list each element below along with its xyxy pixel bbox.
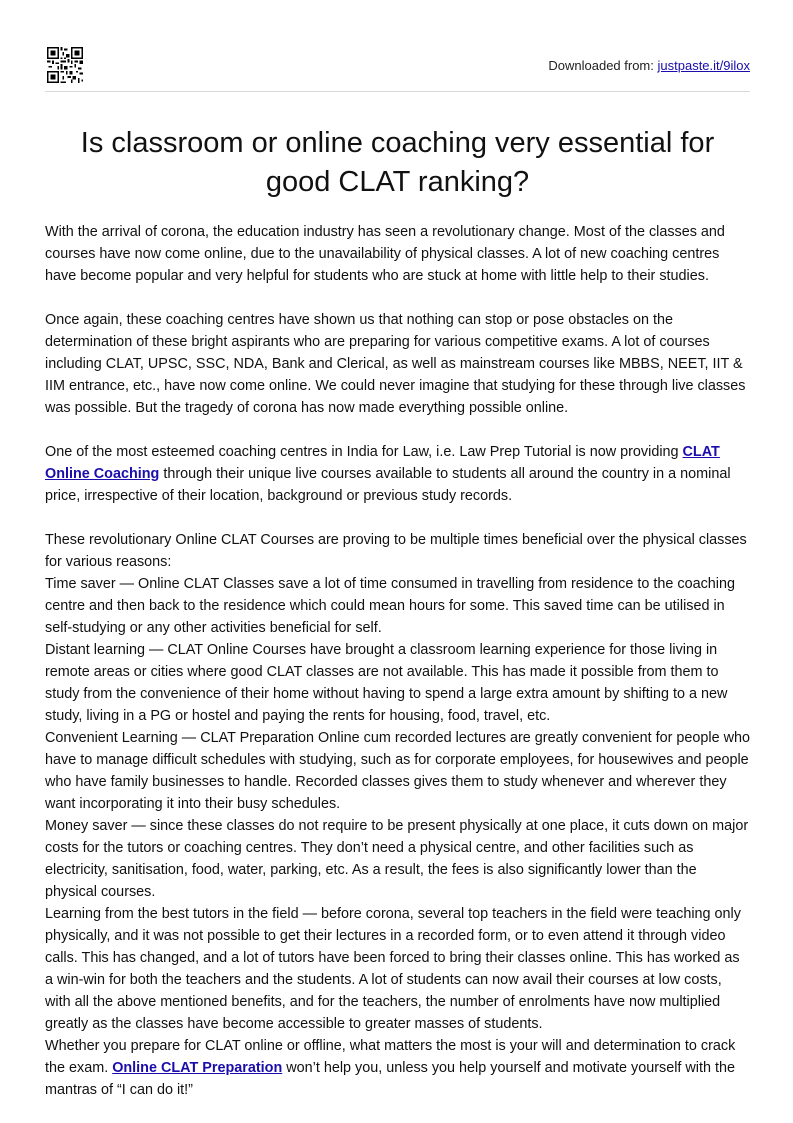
- paragraph-4: These revolutionary Online CLAT Courses are proving to be multiple times beneficial over the physical classes for various reasons:: [45, 532, 747, 570]
- paragraph-3-text-end: through their unique live courses available to students all around the country in a nominal price, irrespective of their location, background or previous study records.: [45, 466, 731, 504]
- paragraph-convenient-learning: Convenient Learning — CLAT Preparation Online cum recorded lectures are greatly convenient for people who have to manage difficult schedules with studying, such as for corporate employees, for housewives and people who have family businesses to handle. Recorded classes gives them to study whenever and wherever they want incorporating it into their busy schedules.: [45, 730, 751, 812]
- source-prefix: Downloaded from:: [548, 58, 658, 73]
- download-source: [548, 58, 750, 73]
- online-clat-preparation-link[interactable]: Online CLAT Preparation: [112, 1060, 283, 1076]
- paragraph-1: With the arrival of corona, the education industry has seen a revolutionary change. Most of the classes and courses have now come online, due to the unavailability of physical classes. A lot of new coaching centres have become popular and very helpful for students who are stuck at home with little help to their studies.: [45, 224, 725, 284]
- paragraph-3-text-start: One of the most esteemed coaching centres in India for Law, i.e. Law Prep Tutorial is now providing: [45, 444, 683, 460]
- article-body: [45, 221, 750, 1101]
- paragraph-3: [45, 441, 750, 507]
- page-header: [45, 0, 750, 92]
- document-page: [45, 0, 750, 1101]
- source-link[interactable]: justpaste.it/9ilox: [657, 58, 750, 73]
- qr-code-icon: [47, 47, 83, 83]
- paragraph-conclusion: [45, 1035, 750, 1101]
- paragraph-time-saver: Time saver — Online CLAT Classes save a lot of time consumed in travelling from residence to the coaching centre and then back to the residence which could mean hours for some. This saved time can be utilised in self-studying or any other activities beneficial for self.: [45, 576, 735, 636]
- page-title: Is classroom or online coaching very essential for good CLAT ranking?: [80, 127, 715, 198]
- paragraph-distant-learning: Distant learning — CLAT Online Courses have brought a classroom learning experience for those living in remote areas or cities where good CLAT classes are not available. This has made it possible from them to study from the convenience of their home without having to spend a large extra amount by shifting to a new study, living in a PG or hostel and paying the rents for housing, food, travel, etc.: [45, 642, 728, 724]
- paragraph-conclusion-text-end: won’t help you, unless you help yourself and motivate yourself with the mantras of “I can do it!”: [45, 1060, 736, 1098]
- paragraph-money-saver: Money saver — since these classes do not require to be present physically at one place, it cuts down on major costs for the tutors or coaching centres. They don’t need a physical centre, and other facilities such as electricity, sanitisation, food, water, parking, etc. As a result, the fees is also significantly lower than the physical courses.: [45, 818, 749, 900]
- clat-online-coaching-link[interactable]: CLAT Online Coaching: [45, 444, 720, 482]
- paragraph-2: Once again, these coaching centres have shown us that nothing can stop or pose obstacles on the determination of these bright aspirants who are preparing for various competitive exams. A lot of courses including CLAT, UPSC, SSC, NDA, Bank and Clerical, as well as mainstream courses like MBBS, NEET, IIT & IIM entrance, etc., have now come online. We could never imagine that studying for these through live classes was possible. But the tragedy of corona has now made everything possible online.: [45, 312, 746, 416]
- paragraph-conclusion-text-start: Whether you prepare for CLAT online or offline, what matters the most is your will and determination to crack the exam.: [45, 1038, 736, 1076]
- paragraph-best-tutors: Learning from the best tutors in the field — before corona, several top teachers in the field were teaching only physically, and it was not possible to get their lectures in a recorded form, or to even attend it through video calls. This has changed, and a lot of tutors have been forced to bring their classes online. This has worked as a win-win for both the teachers and the students. A lot of students can now avail their courses at low costs, with all the above mentioned benefits, and for the teachers, the number of enrolments have now multiplied greatly as the classes have become accessible to greater masses of students.: [45, 906, 741, 1032]
